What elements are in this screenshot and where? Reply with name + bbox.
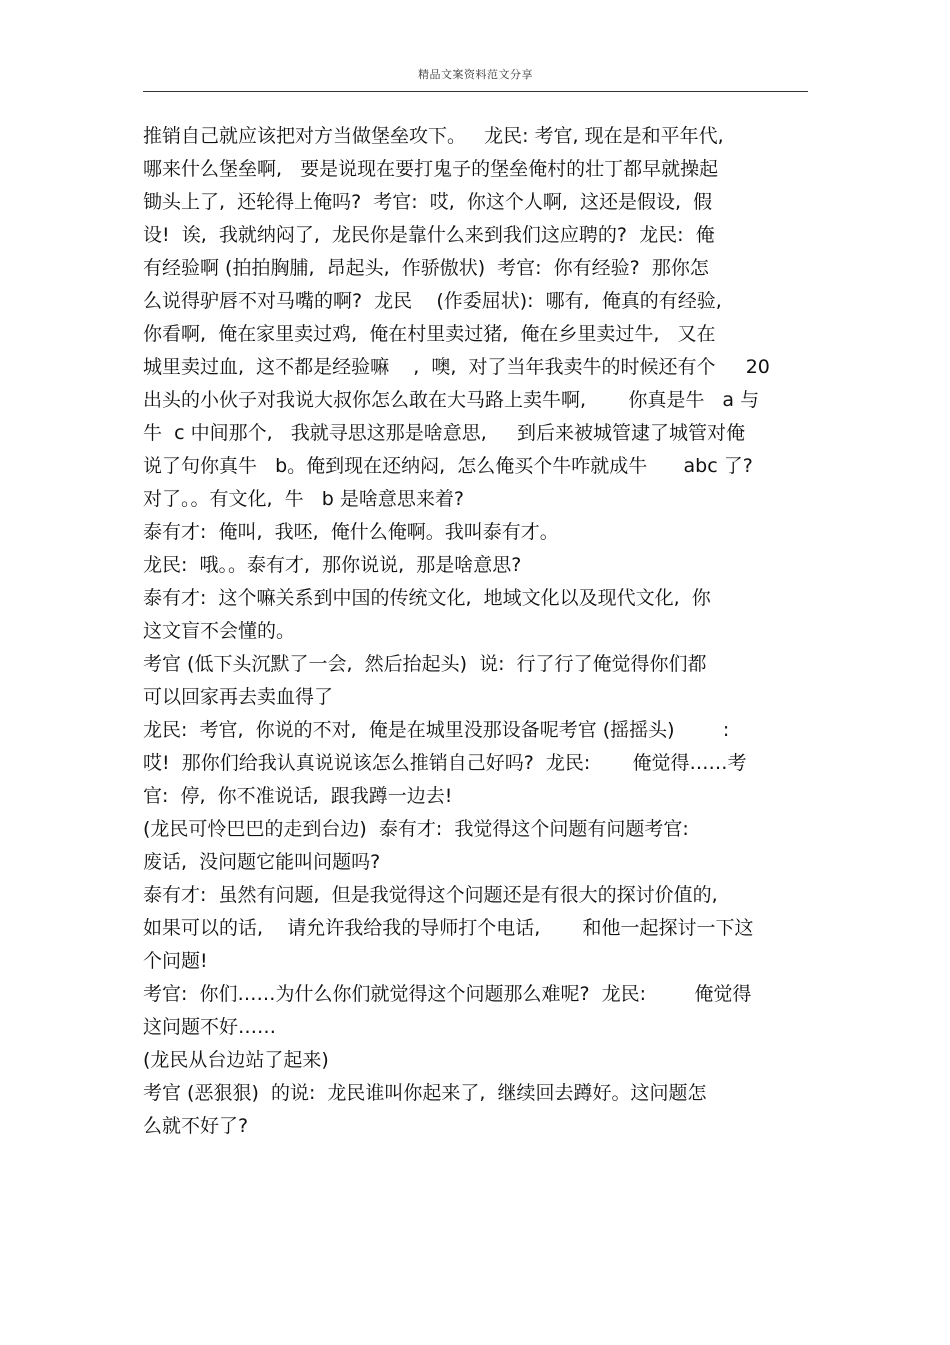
text-line: 泰有才: 俺叫, 我呸, 俺什么俺啊。我叫泰有才。 [143, 521, 559, 543]
text-line: 有经验啊 (拍拍胸脯, 昂起头, 作骄傲状) 考官: 你有经验? 那你怎 [143, 257, 709, 279]
text-line: 泰有才: 虽然有问题, 但是我觉得这个问题还是有很大的探讨价值的, [143, 884, 718, 906]
text-line: 推销自己就应该把对方当做堡垒攻下。 龙民: 考官, 现在是和平年代, [143, 125, 724, 147]
text-line: 龙民: 考官, 你说的不对, 俺是在城里没那设备呢考官 (摇摇头) : [143, 719, 730, 741]
text-line: 哪来什么堡垒啊, 要是说现在要打鬼子的堡垒俺村的壮丁都早就操起 [143, 158, 719, 180]
text-line: (龙民从台边站了起来) [143, 1049, 329, 1071]
text-line: 么就不好了? [143, 1115, 249, 1137]
text-line: 说了句你真牛 b。俺到现在还纳闷, 怎么俺买个牛咋就成牛 abc 了? [143, 455, 753, 477]
text-line: 泰有才: 这个嘛关系到中国的传统文化, 地域文化以及现代文化, 你 [143, 587, 711, 609]
text-line: 锄头上了, 还轮得上俺吗? 考官: 哎, 你这个人啊, 这还是假设, 假 [143, 191, 713, 213]
text-line: 你看啊, 俺在家里卖过鸡, 俺在村里卖过猪, 俺在乡里卖过牛, 又在 [143, 323, 716, 345]
text-line: 么说得驴唇不对马嘴的啊? 龙民 (作委屈状): 哪有, 俺真的有经验, [143, 290, 722, 312]
text-line: 龙民: 哦。。泰有才, 那你说说, 那是啥意思? [143, 554, 522, 576]
text-line: 城里卖过血, 这不都是经验嘛 , 噢, 对了当年我卖牛的时候还有个 20 [143, 356, 770, 378]
text-line: 对了。。有文化, 牛 b 是啥意思来着? [143, 488, 464, 510]
text-line: 牛 c 中间那个, 我就寻思这那是啥意思, 到后来被城管逮了城管对俺 [143, 422, 745, 444]
text-line: (龙民可怜巴巴的走到台边) 泰有才: 我觉得这个问题有问题考官: [143, 818, 689, 840]
document-body [143, 120, 813, 1143]
text-line: 出头的小伙子对我说大叔你怎么敢在大马路上卖牛啊, 你真是牛 a 与 [143, 389, 760, 411]
text-line: 这文盲不会懂的。 [143, 620, 296, 642]
text-line: 考官 (恶狠狠) 的说: 龙民谁叫你起来了, 继续回去蹲好。这问题怎 [143, 1082, 707, 1104]
text-line: 哎! 那你们给我认真说说该怎么推销自己好吗? 龙民: 俺觉得……考 [143, 752, 747, 774]
text-line: 可以回家再去卖血得了 [143, 686, 334, 708]
page-header: 精品文案资料范文分享 [418, 68, 533, 81]
text-line: 考官: 你们……为什么你们就觉得这个问题那么难呢? 龙民: 俺觉得 [143, 983, 752, 1005]
text-line: 考官 (低下头沉默了一会, 然后抬起头) 说: 行了行了俺觉得你们都 [143, 653, 707, 675]
text-line: 个问题! [143, 950, 208, 972]
text-line: 如果可以的话, 请允许我给我的导师打个电话, 和他一起探讨一下这 [143, 917, 754, 939]
text-line: 官: 停, 你不准说话, 跟我蹲一边去! [143, 785, 453, 807]
header-divider [143, 91, 808, 92]
text-line: 设! 诶, 我就纳闷了, 龙民你是靠什么来到我们这应聘的? 龙民: 俺 [143, 224, 715, 246]
text-line: 废话, 没问题它能叫问题吗? [143, 851, 381, 873]
text-line: 这问题不好…… [143, 1016, 277, 1038]
